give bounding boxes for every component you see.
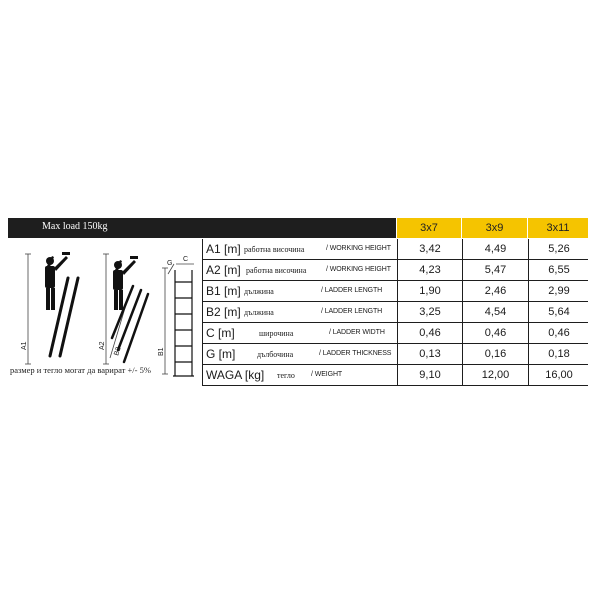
value-cell: 3,42	[397, 239, 462, 259]
row-label-en: / LADDER LENGTH	[321, 308, 383, 315]
value-cell: 5,26	[528, 239, 589, 259]
ladder-illustration	[8, 238, 202, 383]
value-cell: 16,00	[528, 365, 589, 385]
table-row	[202, 281, 588, 302]
row-label-en: / LADDER WIDTH	[329, 329, 385, 336]
label-a2: A2	[99, 341, 106, 350]
label-b2: B2	[113, 346, 123, 357]
row-code: C [m]	[206, 326, 235, 340]
row-label-en: / WORKING HEIGHT	[326, 266, 391, 273]
label-c: C	[183, 256, 189, 263]
row-label-en: / LADDER LENGTH	[321, 287, 383, 294]
column-header-3x11: 3x11	[528, 218, 588, 238]
value-cell: 6,55	[528, 260, 589, 280]
max-load-label: Max load 150kg	[42, 221, 108, 232]
row-label	[202, 302, 397, 322]
row-label-en: / LADDER THICKNESS	[319, 350, 392, 357]
row-label-bg: работна височина	[246, 266, 307, 275]
table-row	[202, 239, 588, 260]
row-code: B1 [m]	[206, 284, 241, 298]
spec-table	[202, 239, 588, 386]
value-cell: 0,16	[462, 344, 528, 364]
value-cell: 0,46	[528, 323, 589, 343]
row-label-en: / WORKING HEIGHT	[326, 245, 391, 252]
label-b1: B1	[158, 347, 165, 356]
row-label	[202, 281, 397, 301]
value-cell: 0,18	[528, 344, 589, 364]
row-code: B2 [m]	[206, 305, 241, 319]
row-label-bg: тегло	[277, 371, 295, 380]
ladder-spec-sheet	[8, 218, 588, 382]
table-row	[202, 260, 588, 281]
header-bar	[8, 218, 396, 238]
value-cell: 4,49	[462, 239, 528, 259]
row-label-bg: дължина	[244, 287, 274, 296]
row-label-bg: дължина	[244, 308, 274, 317]
row-code: A1 [m]	[206, 242, 241, 256]
value-cell: 2,99	[528, 281, 589, 301]
value-cell: 4,54	[462, 302, 528, 322]
table-row	[202, 365, 588, 386]
value-cell: 9,10	[397, 365, 462, 385]
row-code: WAGA [kg]	[206, 368, 265, 382]
value-cell: 3,25	[397, 302, 462, 322]
row-label-bg: широчина	[259, 329, 294, 338]
row-label	[202, 344, 397, 364]
row-label	[202, 260, 397, 280]
value-cell: 1,90	[397, 281, 462, 301]
column-header-3x9: 3x9	[462, 218, 527, 238]
value-cell: 0,46	[462, 323, 528, 343]
row-label	[202, 239, 397, 259]
value-cell: 4,23	[397, 260, 462, 280]
row-code: G [m]	[206, 347, 236, 361]
value-cell: 0,13	[397, 344, 462, 364]
tolerance-note: размер и тегло могат да варират +/- 5%	[10, 365, 151, 375]
value-cell: 5,64	[528, 302, 589, 322]
table-row	[202, 302, 588, 323]
row-label	[202, 323, 397, 343]
row-label-en: / WEIGHT	[311, 371, 343, 378]
row-code: A2 [m]	[206, 263, 241, 277]
row-label-bg: работна височина	[244, 245, 305, 254]
column-header-3x7: 3x7	[397, 218, 461, 238]
value-cell: 5,47	[462, 260, 528, 280]
row-label-bg: дълбочина	[257, 350, 294, 359]
table-row	[202, 344, 588, 365]
table-row	[202, 323, 588, 344]
value-cell: 2,46	[462, 281, 528, 301]
value-cell: 0,46	[397, 323, 462, 343]
label-a1: A1	[21, 341, 28, 350]
value-cell: 12,00	[462, 365, 528, 385]
label-g: G	[167, 260, 173, 267]
row-label	[202, 365, 397, 385]
